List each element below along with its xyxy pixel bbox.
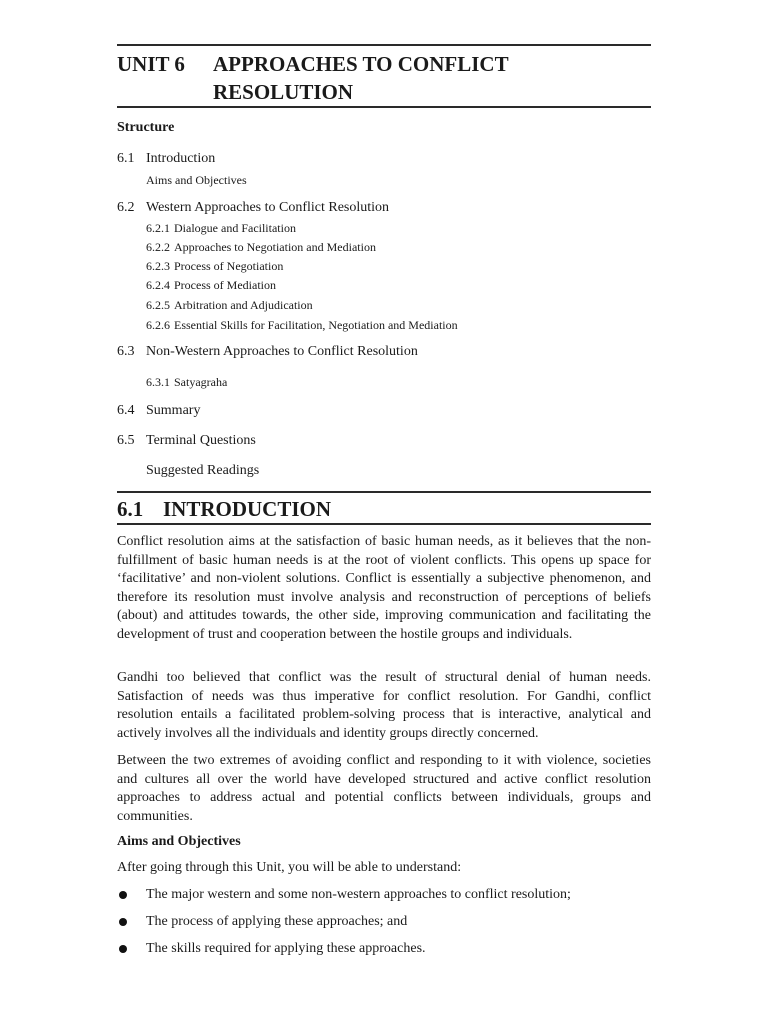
toc-label: Non-Western Approaches to Conflict Resolution — [146, 344, 418, 359]
toc-subitem-6-2-6 — [146, 317, 458, 333]
toc-number: 6.5 — [117, 433, 135, 448]
intro-paragraph-2: Gandhi too believed that conflict was the result of structural denial of human needs. Satisfaction of needs was thus imperative for conflict resolution. For Gandhi, conflict resolution entails a facilitated problem-solving process that is interactive, analytical and actively involves all the individuals and identity groups directly concerned. — [117, 670, 651, 741]
toc-item-6-1 — [117, 150, 215, 168]
list-item-text: The skills required for applying these approaches. — [146, 941, 426, 956]
toc-number: 6.1 — [117, 151, 135, 166]
unit-title-line-2: RESOLUTION — [213, 80, 354, 104]
toc-label: Summary — [146, 403, 201, 418]
toc-label: Dialogue and Facilitation — [174, 221, 296, 235]
toc-item-6-2 — [117, 199, 389, 217]
toc-number: 6.4 — [117, 403, 135, 418]
toc-number: 6.2.2 — [146, 240, 170, 254]
toc-label: Introduction — [146, 151, 216, 166]
section-bottom-rule — [117, 523, 651, 525]
toc-number: 6.3.1 — [146, 375, 170, 389]
toc-subitem-6-2-1 — [146, 220, 296, 236]
toc-item-6-4 — [117, 402, 200, 420]
toc-subitem-6-2-2 — [146, 239, 376, 255]
heading-bottom-rule — [117, 106, 651, 108]
list-item-text: The major western and some non-western approaches to conflict resolution; — [146, 887, 571, 902]
toc-item-6-3 — [117, 343, 418, 361]
unit-number: UNIT 6 — [117, 52, 185, 76]
intro-paragraph-1: Conflict resolution aims at the satisfaction of basic human needs, as it believes that the non-fulfillment of basic human needs is at the root of violent conflicts. This opens up space for ‘facilitative’ and non-violent solutions. Conflict is essentially a subjective phenomenon, and therefore its resolution must involve analysis and reconstruction of perceptions of beliefs (about) and attitudes towards, the other side, improving communication and facilitating the development of trust and cooperation between the hostile groups and individuals. — [117, 534, 651, 642]
toc-subitem-6-2-3 — [146, 258, 283, 274]
toc-subitem-6-3-1 — [146, 374, 227, 390]
bullet-icon — [119, 918, 127, 926]
toc-item-6-5 — [117, 432, 256, 450]
unit-title-line-1: APPROACHES TO CONFLICT — [213, 52, 509, 76]
toc-number: 6.2.3 — [146, 259, 170, 273]
toc-number: 6.2.4 — [146, 278, 170, 292]
toc-label: Suggested Readings — [146, 463, 260, 478]
toc-number: 6.2 — [117, 200, 135, 215]
bullet-icon — [119, 891, 127, 899]
aims-heading: Aims and Objectives — [117, 834, 241, 849]
toc-number: 6.3 — [117, 344, 135, 359]
bullet-icon — [119, 945, 127, 953]
top-rule — [117, 44, 651, 46]
section-number: 6.1 — [117, 497, 144, 521]
aims-intro: After going through this Unit, you will be able to understand: — [117, 860, 462, 875]
toc-label: Terminal Questions — [146, 433, 256, 448]
structure-label: Structure — [117, 120, 175, 135]
toc-label: Process of Negotiation — [174, 259, 284, 273]
toc-label: Essential Skills for Facilitation, Negotiation and Mediation — [174, 318, 458, 332]
toc-label: Process of Mediation — [174, 278, 276, 292]
section-top-rule — [117, 491, 651, 493]
toc-label: Arbitration and Adjudication — [174, 298, 313, 312]
toc-label: Western Approaches to Conflict Resolution — [146, 200, 390, 215]
section-heading — [117, 496, 331, 522]
toc-subitem-aims: Aims and Objectives — [146, 173, 247, 187]
toc-subitem-6-2-4 — [146, 277, 276, 293]
intro-paragraph-3: Between the two extremes of avoiding conflict and responding to it with violence, societies and cultures all over the world have developed structured and active conflict resolution approaches to address actual and potential conflicts between individuals, groups and communities. — [117, 753, 651, 824]
toc-subitem-6-2-5 — [146, 297, 313, 313]
list-item-text: The process of applying these approaches; and — [146, 914, 408, 929]
toc-item-suggested-readings — [117, 462, 259, 480]
toc-number: 6.2.5 — [146, 298, 170, 312]
section-title: INTRODUCTION — [163, 497, 332, 521]
toc-label: Satyagraha — [174, 375, 228, 389]
toc-number: 6.2.1 — [146, 221, 170, 235]
unit-title — [213, 50, 633, 106]
toc-number: 6.2.6 — [146, 318, 170, 332]
toc-label: Approaches to Negotiation and Mediation — [174, 240, 376, 254]
